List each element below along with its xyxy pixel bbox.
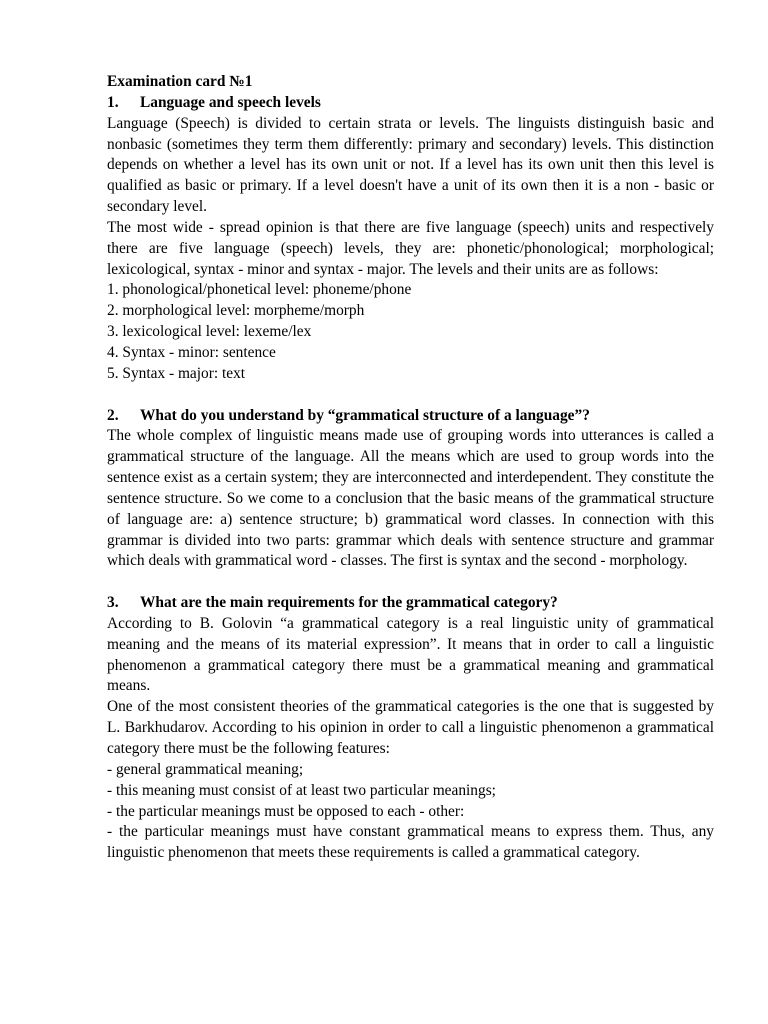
list-item: - the particular meanings must be opposed to each - other: xyxy=(107,802,465,820)
section-2-heading xyxy=(107,406,714,427)
section-3-heading xyxy=(107,593,714,614)
document-page xyxy=(107,72,714,864)
list-item: 2. morphological level: morpheme/morph xyxy=(107,302,365,320)
section-3-feature-list xyxy=(107,760,714,864)
section-1-paragraph-1: Language (Speech) is divided to certain strata or levels. The linguists distinguish basic and nonbasic (sometimes they term them differently: primary and secondary) levels. This distinction depends on whether a level has its own unit or not. If a level has its own unit then this level is qualified as basic or primary. If a level doesn't have a unit of its own then it is a non - basic or secondary level. xyxy=(107,114,714,216)
list-item: - this meaning must consist of at least two particular meanings; xyxy=(107,781,496,799)
card-title: Examination card №1 xyxy=(107,73,253,90)
section-3-paragraph-2: One of the most consistent theories of the grammatical categories is the one that is suggested by L. Barkhudarov. According to his opinion in order to call a linguistic phenomenon a grammatical category there must be the following features: xyxy=(107,698,714,757)
section-2-paragraph-1: The whole complex of linguistic means made use of grouping words into utterances is called a grammatical structure of the language. All the means which are used to group words into the sentence exist as a certain system; they are interconnected and interdependent. They constitute the sentence structure. So we come to a conclusion that the basic means of the grammatical structure of language are: a) sentence structure; b) grammatical word classes. In connection with this grammar is divided into two parts: grammar which deals with sentence structure and grammar which deals with grammatical word - classes. The first is syntax and the second - morphology. xyxy=(107,427,714,570)
section-1-level-list xyxy=(107,280,714,384)
section-1-paragraph-2: The most wide - spread opinion is that there are five language (speech) units and respectively there are five language (speech) levels, they are: phonetic/phonological; morphological; lexicological, syntax - minor and syntax - major. The levels and their units are as follows: xyxy=(107,218,714,278)
section-2-title: What do you understand by “grammatical structure of a language”? xyxy=(140,406,590,424)
list-item: 5. Syntax - major: text xyxy=(107,364,246,382)
section-1-heading xyxy=(107,93,714,114)
section-spacer xyxy=(107,572,714,593)
section-2-number: 2. xyxy=(107,406,119,424)
list-item: - the particular meanings must have constant grammatical means to express them. Thus, any linguistic phenomenon that meets these requirements is called a grammatical category. xyxy=(107,823,714,862)
section-3-title: What are the main requirements for the grammatical category? xyxy=(140,594,558,612)
list-item: 1. phonological/phonetical level: phoneme/phone xyxy=(107,281,412,299)
section-1-number: 1. xyxy=(107,93,119,111)
list-item: 3. lexicological level: lexeme/lex xyxy=(107,323,312,341)
section-3-number: 3. xyxy=(107,594,119,612)
section-spacer xyxy=(107,385,714,406)
section-3-paragraph-1: According to B. Golovin “a grammatical category is a real linguistic unity of grammatical meaning and the means of its material expression”. It means that in order to call a linguistic phenomenon a grammatical category there must be a grammatical meaning and grammatical means. xyxy=(107,614,714,695)
section-1-title: Language and speech levels xyxy=(140,93,321,111)
list-item: 4. Syntax - minor: sentence xyxy=(107,343,276,361)
list-item: - general grammatical meaning; xyxy=(107,760,304,778)
